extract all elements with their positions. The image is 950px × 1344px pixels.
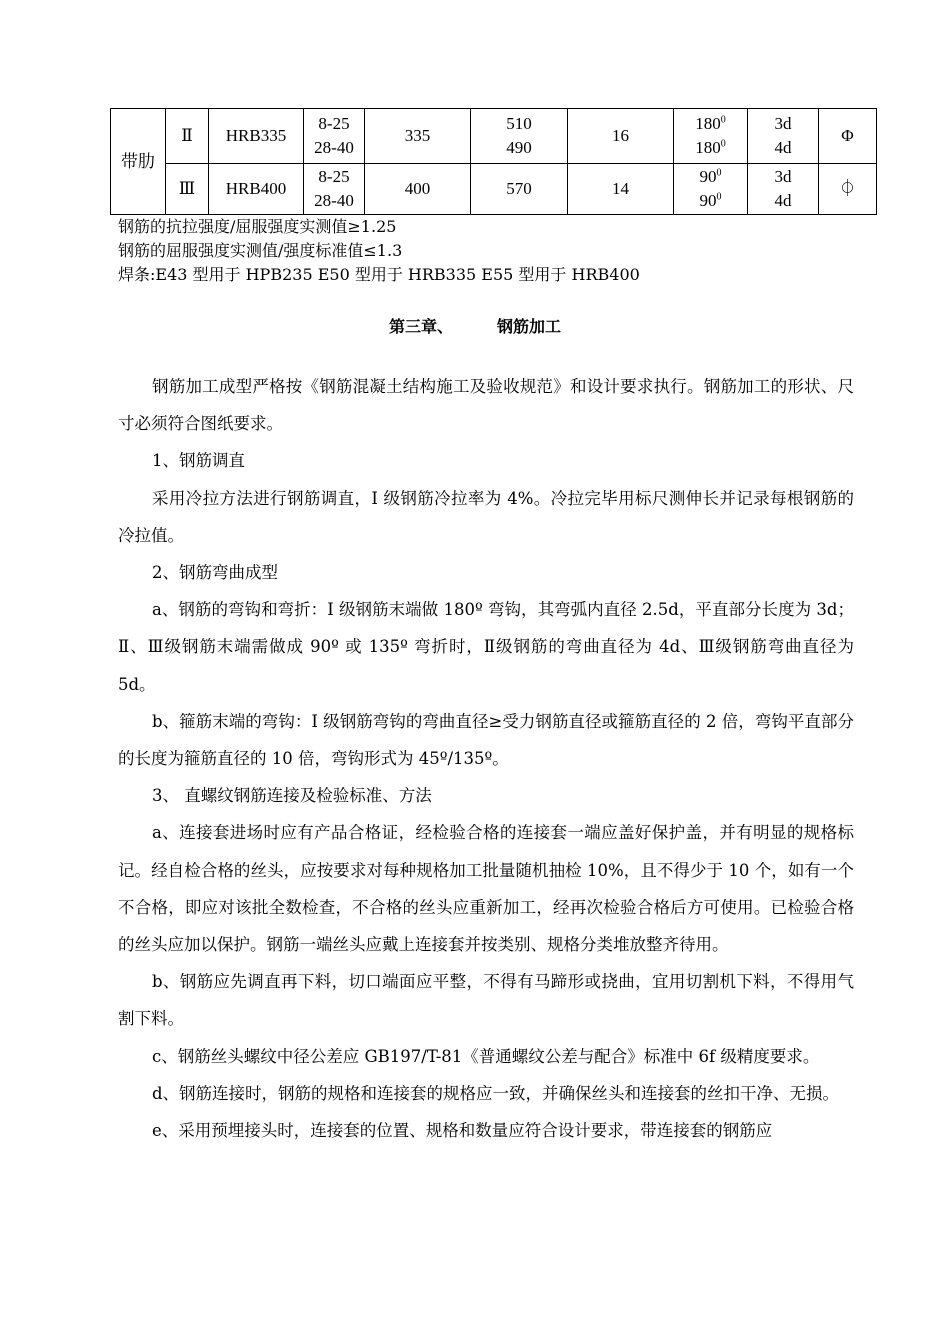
yield-cell: 335 [365,109,471,164]
tensile-cell: 570 [471,164,568,215]
bend-angle-cell: $180^0$ $180^0$ [674,109,748,164]
paragraph: a、连接套进场时应有产品合格证，经检验合格的连接套一端应盖好保护盖，并有明显的规格标记。经自检合格的丝头，应按要求对每种规格加工批量随机抽检 10%，且不得少于 10 个，如有一个不合格，即应对该批全数检查，不合格的丝头应重新加工，经再次检验合格后方可使用。已检验合格的丝头应加以保护。钢筋一端丝头应戴上连接套并按类别、规格分类堆放整齐待用。 [118,823,854,955]
paragraph: 1、钢筋调直 [152,451,245,471]
chapter-heading [0,314,950,337]
paragraph: 钢筋加工成型严格按《钢筋混凝土结构施工及验收规范》和设计要求执行。钢筋加工的形状、尺寸必须符合图纸要求。 [118,377,854,434]
paragraph: e、采用预埋接头时，连接套的位置、规格和数量应符合设计要求，带连接套的钢筋应 [152,1121,773,1141]
note-line: 焊条:E43 型用于 HPB235 E50 型用于 HRB335 E55 型用于 HRB400 [118,265,640,284]
paragraph: 3、 直螺纹钢筋连接及检验标准、方法 [152,786,432,806]
paragraph: d、钢筋连接时，钢筋的规格和连接套的规格应一致，并确保丝头和连接套的丝扣干净、无损。 [152,1083,840,1103]
rebar-spec-table [110,108,877,215]
note-line: 钢筋的屈服强度实测值/强度标准值≤1.3 [118,241,403,260]
chapter-number: 第三章、 [388,317,453,336]
chapter-title: 钢筋加工 [497,317,562,336]
body-text [118,368,854,1149]
steel-cell: HRB400 [209,164,304,215]
bend-diameter-cell: 3d 4d [748,109,819,164]
bend-angle-cell: $90^0$ $90^0$ [674,164,748,215]
tensile-cell: 510 490 [471,109,568,164]
steel-cell: HRB335 [209,109,304,164]
diameter-cell: 8-25 28-40 [304,164,365,215]
grade-cell: Ⅲ [166,164,209,215]
table-row [111,109,877,164]
grade-cell: Ⅱ [166,109,209,164]
elongation-cell: 16 [568,109,674,164]
note-line: 钢筋的抗拉强度/屈服强度实测值≥1.25 [118,217,397,236]
group-label-cell: 带肋 [111,109,166,215]
elongation-cell: 14 [568,164,674,215]
paragraph: b、箍筋末端的弯钩：I 级钢筋弯钩的弯曲直径≥受力钢筋直径或箍筋直径的 2 倍，弯钩平直部分的长度为箍筋直径的 10 倍，弯钩形式为 45º/135º。 [118,711,854,769]
yield-cell: 400 [365,164,471,215]
diameter-cell: 8-25 28-40 [304,109,365,164]
paragraph: a、钢筋的弯钩和弯折：I 级钢筋末端做 180º 弯钩，其弯弧内直径 2.5d，平直部分长度为 3d；Ⅱ、Ⅲ级钢筋末端需做成 90º 或 135º 弯折时，Ⅱ级钢筋的弯曲直径为 4d、Ⅲ级钢筋弯曲直径为 5d。 [118,600,854,694]
paragraph: c、钢筋丝头螺纹中径公差应 GB197/T-81《普通螺纹公差与配合》标准中 6f 级精度要求。 [152,1046,820,1066]
symbol-cell: Φ [819,109,877,164]
symbol-cell: ⏀ [819,164,877,215]
paragraph: b、钢筋应先调直再下料，切口端面应平整，不得有马蹄形或挠曲，宜用切割机下料，不得用气割下料。 [118,972,854,1029]
table-row [111,164,877,215]
bend-diameter-cell: 3d 4d [748,164,819,215]
paragraph: 采用冷拉方法进行钢筋调直，I 级钢筋冷拉率为 4%。冷拉完毕用标尺测伸长并记录每根钢筋的冷拉值。 [118,488,854,545]
paragraph: 2、钢筋弯曲成型 [152,563,278,583]
